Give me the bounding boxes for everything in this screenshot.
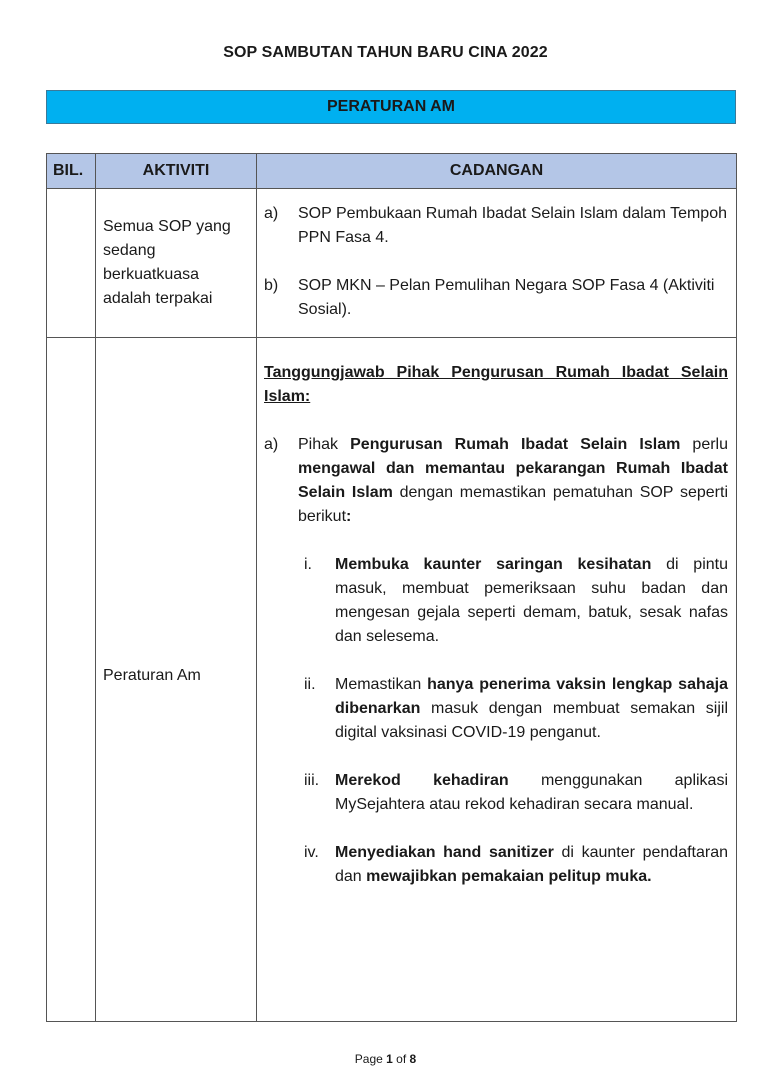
sub-list-item <box>298 673 728 745</box>
header-cadangan: CADANGAN <box>257 154 737 189</box>
sub-item-text <box>335 769 728 817</box>
cell-cadangan <box>257 338 737 1022</box>
sub-item-text <box>335 673 728 745</box>
cell-bil <box>47 189 96 338</box>
sub-item-text <box>335 553 728 649</box>
sub-list-item <box>298 553 728 649</box>
document-title: SOP SAMBUTAN TAHUN BARU CINA 2022 <box>223 44 548 61</box>
text-run: di kaunter pendaftaran dan <box>335 844 729 885</box>
table-row <box>47 189 737 338</box>
sub-item-label: iii. <box>304 772 320 789</box>
cell-aktiviti: Semua SOP yang sedang berkuatkuasa adalah terpakai <box>96 189 257 338</box>
list-item <box>264 202 728 250</box>
item-label: b) <box>264 277 279 294</box>
header-bil: BIL. <box>47 154 96 189</box>
bold-run: Pengurusan Rumah Ibadat Selain Islam <box>350 436 681 453</box>
bold-run: Menyediakan hand sanitizer <box>335 844 554 861</box>
text-run: menggunakan aplikasi MySejahtera atau rekod kehadiran secara manual. <box>335 772 729 813</box>
text-run: perlu <box>680 436 729 453</box>
sop-table <box>46 153 737 1022</box>
table-row <box>47 338 737 1022</box>
page-footer <box>0 1052 771 1066</box>
sub-item-label: i. <box>304 556 312 573</box>
section-banner: PERATURAN AM <box>46 90 736 124</box>
sub-item-label: ii. <box>304 676 316 693</box>
section-heading: Tanggungjawab Pihak Pengurusan Rumah Ibadat Selain Islam: <box>264 364 728 405</box>
bold-run: Merekod kehadiran <box>335 772 509 789</box>
item-text: SOP Pembukaan Rumah Ibadat Selain Islam dalam Tempoh PPN Fasa 4. <box>298 205 727 246</box>
item-text: SOP MKN – Pelan Pemulihan Negara SOP Fasa 4 (Aktiviti Sosial). <box>298 277 715 318</box>
sub-list-item <box>298 769 728 817</box>
item-text <box>298 433 728 529</box>
text-run: di pintu masuk, membuat pemeriksaan suhu badan dan mengesan gejala seperti demam, batuk, sesak nafas dan selesema. <box>335 556 728 645</box>
item-label: a) <box>264 436 279 453</box>
bold-run: Membuka kaunter saringan kesihatan <box>335 556 652 573</box>
header-aktiviti: AKTIVITI <box>96 154 257 189</box>
bold-run: mengawal dan memantau pekarangan Rumah Ibadat Selain Islam <box>298 460 728 501</box>
cell-aktiviti: Peraturan Am <box>96 338 257 1022</box>
page-of: of <box>392 1052 410 1066</box>
current-page: 1 <box>386 1052 393 1066</box>
sub-list-item <box>298 841 728 889</box>
list-item <box>264 433 728 529</box>
text-run: Pihak <box>298 436 351 453</box>
sub-item-text <box>335 841 728 889</box>
bold-run: : <box>346 508 352 525</box>
sub-item-label: iv. <box>304 844 319 861</box>
table-header-row <box>47 154 737 189</box>
list-item <box>264 274 728 322</box>
bold-run: hanya penerima vaksin lengkap sahaja dibenarkan <box>335 676 728 717</box>
cell-bil <box>47 338 96 1022</box>
page-prefix: Page <box>354 1052 387 1066</box>
item-label: a) <box>264 205 279 222</box>
text-run: Memastikan <box>335 676 428 693</box>
text-run: masuk dengan membuat semakan sijil digital vaksinasi COVID-19 penganut. <box>335 700 728 741</box>
total-pages: 8 <box>409 1052 417 1066</box>
cell-cadangan <box>257 189 737 338</box>
bold-run: mewajibkan pemakaian pelitup muka. <box>366 868 652 885</box>
text-run: dengan memastikan pematuhan SOP seperti berikut <box>298 484 729 525</box>
